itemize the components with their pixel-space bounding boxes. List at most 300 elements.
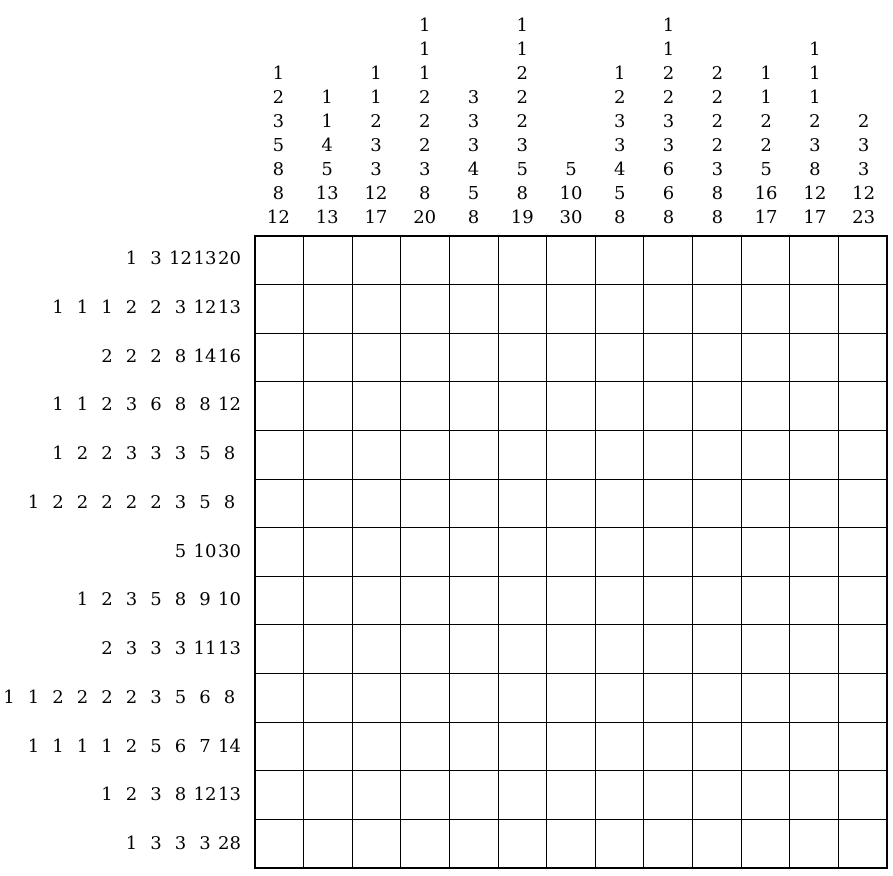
clue-number: 14 [193,345,217,367]
grid-cell[interactable] [692,479,742,529]
grid-cell[interactable] [255,430,305,480]
grid-cell[interactable] [838,284,888,334]
grid-cell[interactable] [498,381,548,431]
grid-cell[interactable] [400,333,450,383]
clue-number: 2 [76,491,89,513]
clue-number: 4 [321,135,333,156]
grid-cell[interactable] [449,284,499,334]
grid-cell[interactable] [838,479,888,529]
grid-cell[interactable] [498,673,548,723]
grid-cell[interactable] [643,673,693,723]
grid-cell[interactable] [692,819,742,869]
clue-number: 7 [199,735,211,757]
grid-cell[interactable] [789,527,839,577]
grid-cell[interactable] [546,284,596,334]
grid-cell[interactable] [789,624,839,674]
grid-cell[interactable] [741,284,791,334]
clue-number: 2 [150,296,162,318]
clue-number: 1 [370,87,382,108]
column-clue [303,0,352,232]
column-clue [644,0,693,232]
grid-cell[interactable] [498,430,548,480]
grid-cell[interactable] [741,333,791,383]
clue-number: 1 [418,15,431,36]
clue-number: 1 [516,39,528,60]
grid-cell[interactable] [595,284,645,334]
grid-cell[interactable] [498,236,548,286]
clue-number: 3 [614,111,626,132]
grid-cell[interactable] [692,333,742,383]
column-clues [254,0,888,232]
grid-cell[interactable] [643,576,693,626]
grid-cell[interactable] [741,624,791,674]
grid-cell[interactable] [838,527,888,577]
grid-cell[interactable] [255,673,305,723]
clue-number: 14 [218,735,241,757]
clue-number: 8 [711,207,724,228]
grid-cell[interactable] [498,624,548,674]
grid-cell[interactable] [255,284,305,334]
clue-number: 8 [174,589,187,611]
clue-number: 3 [418,159,431,180]
clue-number: 5 [150,735,162,757]
clue-number: 8 [223,686,236,708]
clue-number: 20 [218,248,241,269]
clue-number: 3 [150,833,162,855]
grid-cell[interactable] [789,333,839,383]
grid-cell[interactable] [643,819,693,869]
grid-cell[interactable] [449,236,499,286]
grid-cell[interactable] [449,527,499,577]
clue-number: 1 [76,394,89,416]
row-clue [0,235,254,284]
grid-cell[interactable] [255,576,305,626]
clue-number: 5 [614,183,626,204]
grid-cell[interactable] [741,819,791,869]
grid-cell[interactable] [595,236,645,286]
grid-cell[interactable] [643,284,693,334]
grid-cell[interactable] [789,819,839,869]
grid-cell[interactable] [741,770,791,820]
clue-number: 2 [101,491,113,513]
grid-cell[interactable] [449,576,499,626]
clue-number: 3 [370,135,382,156]
clue-number: 1 [516,15,528,36]
clue-number: 2 [272,87,285,108]
grid-cell[interactable] [255,624,305,674]
grid-cell[interactable] [838,236,888,286]
grid-cell[interactable] [595,333,645,383]
grid-cell[interactable] [498,527,548,577]
clue-number: 17 [754,207,778,228]
clue-number: 1 [27,686,40,708]
clue-number: 30 [218,540,241,562]
clue-number: 12 [169,248,192,269]
grid-cell[interactable] [838,576,888,626]
grid-cell[interactable] [789,673,839,723]
grid-cell[interactable] [546,381,596,431]
grid-cell[interactable] [400,819,450,869]
clue-number: 12 [364,183,388,204]
clue-number: 1 [101,735,113,757]
clue-number: 8 [418,183,431,204]
grid-cell[interactable] [789,284,839,334]
grid-cell[interactable] [595,624,645,674]
grid-cell[interactable] [449,430,499,480]
grid-cell[interactable] [303,527,353,577]
clue-number: 8 [174,394,187,416]
clue-number: 1 [418,63,431,84]
clue-number: 3 [662,135,675,156]
clue-number: 10 [193,540,217,562]
grid-cell[interactable] [692,527,742,577]
clue-number: 2 [76,443,89,465]
grid-cell[interactable] [255,236,305,286]
grid-cell[interactable] [741,479,791,529]
grid-cell[interactable] [692,624,742,674]
row-clue [0,528,254,577]
row-clues [0,235,254,869]
clue-number: 1 [809,63,821,84]
clue-number: 8 [614,207,626,228]
clue-number: 1 [101,784,113,806]
grid-cell[interactable] [643,236,693,286]
clue-number: 2 [125,686,138,708]
grid-cell[interactable] [255,381,305,431]
grid-cell[interactable] [255,770,305,820]
clue-number: 2 [760,135,772,156]
grid-cell[interactable] [498,722,548,772]
grid-cell[interactable] [498,770,548,820]
clue-number: 1 [125,248,138,269]
grid-cell[interactable] [303,284,353,334]
clue-number: 30 [559,207,583,228]
clue-number: 12 [218,394,241,416]
clue-number: 8 [199,394,211,416]
grid-cell[interactable] [741,722,791,772]
grid-cell[interactable] [741,236,791,286]
grid-cell[interactable] [400,236,450,286]
grid-cell[interactable] [303,333,353,383]
clue-number: 6 [662,183,675,204]
clue-number: 12 [852,183,876,204]
clue-number: 1 [101,296,113,318]
grid-cell[interactable] [546,527,596,577]
grid-cell[interactable] [498,819,548,869]
grid-cell[interactable] [692,236,742,286]
column-clue [449,0,498,232]
grid-cell[interactable] [789,722,839,772]
clue-number: 3 [467,135,480,156]
clue-number: 1 [662,39,675,60]
row-clue [0,381,254,430]
grid-cell[interactable] [789,236,839,286]
clue-number: 3 [272,111,285,132]
clue-number: 16 [754,183,778,204]
grid-cell[interactable] [595,722,645,772]
grid-cell[interactable] [255,479,305,529]
grid-cell[interactable] [352,284,402,334]
column-clue [498,0,547,232]
grid-cell[interactable] [303,479,353,529]
column-clue [839,0,888,232]
clue-number: 5 [199,443,211,465]
clue-number: 2 [101,345,113,367]
grid-cell[interactable] [643,430,693,480]
grid-cell[interactable] [741,576,791,626]
grid-cell[interactable] [546,430,596,480]
grid-cell[interactable] [692,770,742,820]
clue-number: 2 [516,63,528,84]
grid-cell[interactable] [303,819,353,869]
grid-cell[interactable] [546,673,596,723]
clue-number: 2 [516,87,528,108]
grid-cell[interactable] [303,624,353,674]
grid-cell[interactable] [595,673,645,723]
grid-cell[interactable] [449,624,499,674]
clue-number: 1 [662,15,675,36]
grid-cell[interactable] [352,527,402,577]
clue-number: 2 [76,686,89,708]
clue-number: 1 [614,63,626,84]
clue-number: 8 [272,159,285,180]
clue-number: 3 [174,491,187,513]
grid-cell[interactable] [643,333,693,383]
clue-number: 3 [125,589,138,611]
clue-number: 4 [467,159,480,180]
clue-number: 2 [101,686,113,708]
grid-cell[interactable] [449,333,499,383]
clue-number: 2 [125,345,138,367]
grid-cell[interactable] [595,527,645,577]
grid-cell[interactable] [352,333,402,383]
clue-number: 3 [125,394,138,416]
grid-cell[interactable] [546,236,596,286]
grid-cell[interactable] [303,722,353,772]
grid-cell[interactable] [595,479,645,529]
clue-number: 2 [857,111,870,132]
grid-cell[interactable] [838,722,888,772]
clue-number: 8 [662,207,675,228]
grid-cell[interactable] [789,381,839,431]
grid-cell[interactable] [303,770,353,820]
grid-cell[interactable] [352,624,402,674]
row-clue [0,625,254,674]
clue-number: 3 [614,135,626,156]
clue-number: 2 [125,735,138,757]
clue-number: 1 [27,491,40,513]
grid-cell[interactable] [838,770,888,820]
grid-cell[interactable] [449,819,499,869]
grid-cell[interactable] [352,576,402,626]
grid-cell[interactable] [449,479,499,529]
column-clue [790,0,839,232]
clue-number: 17 [364,207,388,228]
grid-cell[interactable] [546,770,596,820]
grid-cell[interactable] [352,479,402,529]
grid-cell[interactable] [692,381,742,431]
grid-cell[interactable] [303,236,353,286]
row-clue [0,576,254,625]
grid-cell[interactable] [692,673,742,723]
grid-cell[interactable] [692,430,742,480]
clue-number: 19 [510,207,534,228]
grid-cell[interactable] [741,527,791,577]
grid-cell[interactable] [789,479,839,529]
grid-cell[interactable] [400,673,450,723]
clue-number: 2 [125,784,138,806]
clue-number: 13 [218,638,241,660]
grid-cell[interactable] [449,770,499,820]
clue-number: 5 [174,686,187,708]
clue-number: 3 [857,135,870,156]
clue-number: 12 [803,183,827,204]
clue-number: 3 [199,833,211,855]
grid-cell[interactable] [255,819,305,869]
clue-number: 13 [315,207,339,228]
grid-cell[interactable] [741,381,791,431]
grid-cell[interactable] [692,722,742,772]
row-clue [0,820,254,869]
clue-number: 2 [662,63,675,84]
clue-number: 1 [760,87,772,108]
clue-number: 3 [516,135,528,156]
clue-number: 1 [52,735,64,757]
grid-cell[interactable] [595,430,645,480]
clue-number: 10 [559,183,583,204]
grid-cell[interactable] [400,624,450,674]
clue-number: 13 [218,784,241,806]
clue-number: 2 [101,443,113,465]
grid-cell[interactable] [546,576,596,626]
grid-cell[interactable] [352,722,402,772]
clue-number: 1 [760,63,772,84]
grid-cell[interactable] [692,284,742,334]
grid-cell[interactable] [303,381,353,431]
grid-cell[interactable] [838,673,888,723]
grid-cell[interactable] [498,284,548,334]
grid-cell[interactable] [643,770,693,820]
grid-cell[interactable] [255,527,305,577]
clue-number: 3 [150,443,162,465]
grid-cell[interactable] [400,479,450,529]
clue-number: 12 [193,296,217,318]
grid-cell[interactable] [789,770,839,820]
grid-cell[interactable] [838,430,888,480]
grid-cell[interactable] [400,430,450,480]
grid-cell[interactable] [546,819,596,869]
clue-number: 1 [370,63,382,84]
grid-cell[interactable] [789,430,839,480]
grid-cell[interactable] [595,770,645,820]
grid-cell[interactable] [643,527,693,577]
grid-cell[interactable] [546,722,596,772]
grid-cell[interactable] [449,381,499,431]
grid-cell[interactable] [546,479,596,529]
grid-cell[interactable] [498,333,548,383]
grid-cell[interactable] [692,576,742,626]
clue-number: 3 [125,443,138,465]
column-clue [742,0,791,232]
grid-cell[interactable] [352,819,402,869]
grid-cell[interactable] [643,479,693,529]
grid-cell[interactable] [400,284,450,334]
clue-number: 13 [193,248,217,269]
row-clue [0,479,254,528]
grid-cell[interactable] [352,673,402,723]
clue-number: 8 [467,207,480,228]
grid-cell[interactable] [595,576,645,626]
clue-number: 16 [218,345,241,367]
clue-number: 6 [174,735,187,757]
clue-number: 2 [809,111,821,132]
grid-cell[interactable] [352,430,402,480]
clue-number: 3 [150,686,162,708]
grid-cell[interactable] [741,673,791,723]
grid-cell[interactable] [498,479,548,529]
grid-cell[interactable] [352,381,402,431]
grid-cell[interactable] [255,333,305,383]
clue-number: 8 [223,491,236,513]
grid-cell[interactable] [838,624,888,674]
grid-cell[interactable] [400,381,450,431]
grid-cell[interactable] [546,333,596,383]
clue-number: 2 [711,63,724,84]
clue-number: 9 [199,589,211,611]
grid-cell[interactable] [643,624,693,674]
grid-cell[interactable] [303,673,353,723]
row-clue [0,674,254,723]
clue-number: 2 [150,345,162,367]
clue-number: 1 [52,443,64,465]
grid-cell[interactable] [303,430,353,480]
puzzle-grid [254,235,888,869]
grid-cell[interactable] [255,722,305,772]
grid-cell[interactable] [789,576,839,626]
grid-cell[interactable] [449,722,499,772]
clue-number: 3 [174,443,187,465]
grid-cell[interactable] [400,722,450,772]
clue-number: 1 [52,394,64,416]
grid-cell[interactable] [400,770,450,820]
clue-number: 2 [418,111,431,132]
grid-cell[interactable] [546,624,596,674]
grid-cell[interactable] [498,576,548,626]
grid-cell[interactable] [838,333,888,383]
clue-number: 2 [125,491,138,513]
grid-cell[interactable] [838,819,888,869]
grid-cell[interactable] [595,819,645,869]
grid-cell[interactable] [595,381,645,431]
grid-cell[interactable] [838,381,888,431]
clue-number: 3 [174,833,187,855]
grid-cell[interactable] [352,236,402,286]
grid-cell[interactable] [741,430,791,480]
clue-number: 3 [711,159,724,180]
grid-cell[interactable] [643,722,693,772]
grid-cell[interactable] [643,381,693,431]
grid-cell[interactable] [400,527,450,577]
clue-number: 3 [370,159,382,180]
clue-number: 4 [614,159,626,180]
clue-number: 8 [174,784,187,806]
clue-number: 2 [101,638,113,660]
clue-number: 5 [516,159,528,180]
grid-cell[interactable] [303,576,353,626]
grid-cell[interactable] [400,576,450,626]
grid-cell[interactable] [352,770,402,820]
grid-cell[interactable] [449,673,499,723]
